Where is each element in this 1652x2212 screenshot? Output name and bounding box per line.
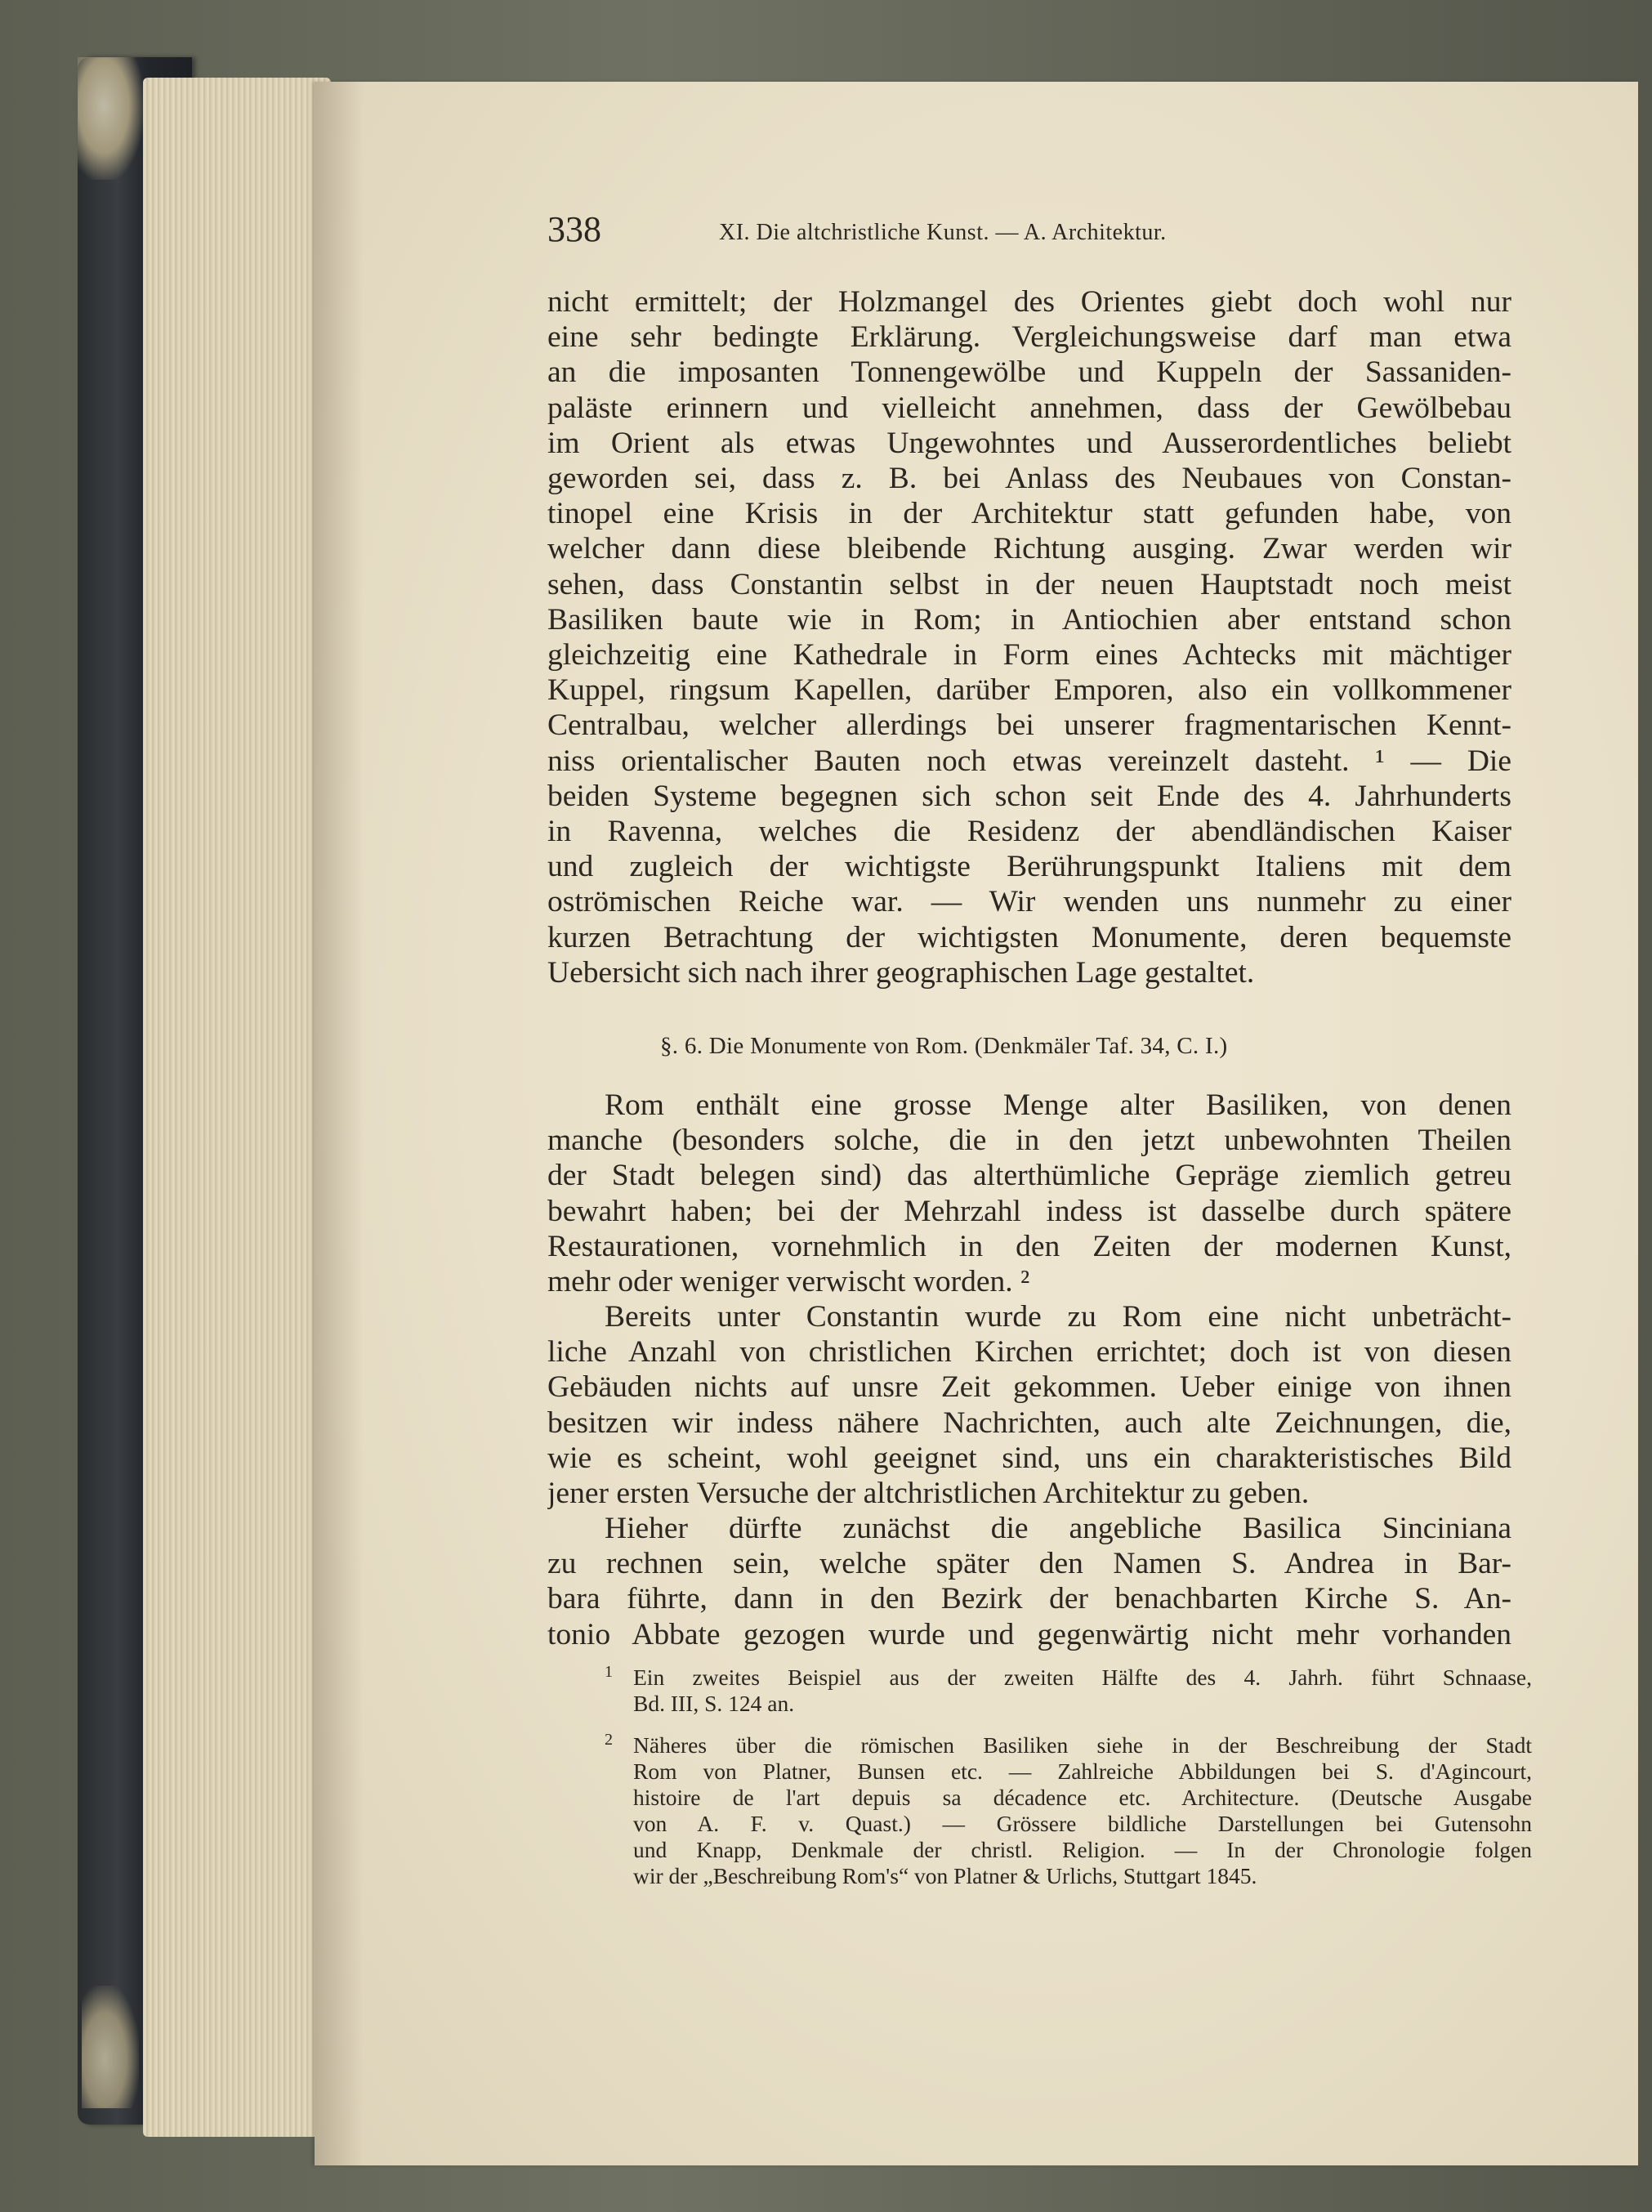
text-line: sehen, dass Constantin selbst in der neuen Hauptstadt noch meist xyxy=(547,567,1511,601)
text-line: an die imposanten Tonnengewölbe und Kuppeln der Sassaniden- xyxy=(547,355,1511,390)
paragraph-4 xyxy=(547,1511,1511,1652)
text-line: der Stadt belegen sind) das alterthümliche Gepräge ziemlich getreu xyxy=(547,1159,1511,1193)
footnote-line: und Knapp, Denkmale der christl. Religion. — In der Chronologie folgen xyxy=(633,1837,1532,1862)
running-head-title: XI. Die altchristliche Kunst. — A. Architektur. xyxy=(719,220,1167,245)
text-line: Basiliken baute wie in Rom; in Antiochien aber entstand schon xyxy=(547,602,1511,637)
text-line: Uebersicht sich nach ihrer geographischen Lage gestaltet. xyxy=(547,955,1255,990)
text-line: welcher dann diese bleibende Richtung ausging. Zwar werden wir xyxy=(547,532,1511,566)
text-line: jener ersten Versuche der altchristlichen Architektur zu geben. xyxy=(547,1477,1310,1511)
page-number: 338 xyxy=(547,209,601,249)
text-line: Hieher dürfte zunächst die angebliche Basilica Sinciniana xyxy=(605,1512,1511,1545)
text-line: beiden Systeme begegnen sich schon seit Ende des 4. Jahrhunderts xyxy=(547,779,1511,813)
text-line: zu rechnen sein, welche später den Namen S. Andrea in Bar- xyxy=(547,1547,1511,1581)
text-line: bewahrt haben; bei der Mehrzahl indess ist dasselbe durch spätere xyxy=(547,1194,1511,1228)
section-heading: §. 6. Die Monumente von Rom. (Denkmäler Taf. 34, C. I.) xyxy=(660,1033,1228,1059)
text-line: Restaurationen, vornehmlich in den Zeiten der modernen Kunst, xyxy=(547,1229,1511,1263)
footnote-line: Ein zweites Beispiel aus der zweiten Hälfte des 4. Jahrh. führt Schnaase, xyxy=(633,1665,1532,1690)
paragraph-1 xyxy=(547,284,1511,990)
text-line: Kuppel, ringsum Kapellen, darüber Emporen, also ein vollkommener xyxy=(547,673,1511,708)
text-line: tinopel eine Krisis in der Architektur statt gefunden habe, von xyxy=(547,497,1511,531)
text-line: eine sehr bedingte Erklärung. Vergleichungsweise darf man etwa xyxy=(547,320,1511,355)
footnote-2-marker: 2 xyxy=(605,1731,613,1749)
worn-cover-corner-bottom xyxy=(82,1986,139,2108)
paragraph-2 xyxy=(547,1088,1511,1299)
text-line: kurzen Betrachtung der wichtigsten Monumente, deren bequemste xyxy=(547,920,1511,954)
text-line: im Orient als etwas Ungewohntes und Ausserordentliches beliebt xyxy=(547,426,1511,460)
text-line: Bereits unter Constantin wurde zu Rom eine nicht unbeträcht- xyxy=(605,1300,1511,1334)
footnote-2 xyxy=(633,1732,1532,1889)
stacked-page-edges xyxy=(143,78,331,2137)
worn-cover-corner-top xyxy=(78,57,143,180)
footnote-line: wir der „Beschreibung Rom's“ von Platner & Urlichs, Stuttgart 1845. xyxy=(633,1863,1257,1888)
gutter-shadow xyxy=(315,82,364,2165)
footnote-line: histoire de l'art depuis sa décadence etc. Architecture. (Deutsche Ausgabe xyxy=(633,1785,1532,1810)
footnote-line: Rom von Platner, Bunsen etc. — Zahlreiche Abbildungen bei S. d'Agincourt, xyxy=(633,1758,1532,1784)
text-line: oströmischen Reiche war. — Wir wenden uns nunmehr zu einer xyxy=(547,885,1511,919)
text-line: paläste erinnern und vielleicht annehmen, dass der Gewölbebau xyxy=(547,391,1511,425)
text-line: mehr oder weniger verwischt worden. ² xyxy=(547,1265,1030,1299)
text-line: gleichzeitig eine Kathedrale in Form eines Achtecks mit mächtiger xyxy=(547,638,1511,673)
running-head xyxy=(547,208,1507,257)
text-line: nicht ermittelt; der Holzmangel des Orientes giebt doch wohl nur xyxy=(547,285,1511,319)
text-line: manche (besonders solche, die in den jetzt unbewohnten Theilen xyxy=(547,1124,1511,1158)
footnote-line: Bd. III, S. 124 an. xyxy=(633,1691,795,1716)
text-line: in Ravenna, welches die Residenz der abendländischen Kaiser xyxy=(547,815,1511,849)
text-line: wie es scheint, wohl geeignet sind, uns ein charakteristisches Bild xyxy=(547,1441,1511,1475)
footnote-1 xyxy=(633,1665,1532,1717)
text-line: niss orientalischer Bauten noch etwas vereinzelt dasteht. ¹ — Die xyxy=(547,744,1511,778)
text-line: bara führte, dann in den Bezirk der benachbarten Kirche S. An- xyxy=(547,1582,1511,1616)
text-line: Gebäuden nichts auf unsre Zeit gekommen. Ueber einige von ihnen xyxy=(547,1370,1511,1405)
text-line: und zugleich der wichtigste Berührungspunkt Italiens mit dem xyxy=(547,850,1511,884)
footnote-line: Näheres über die römischen Basiliken siehe in der Beschreibung der Stadt xyxy=(633,1732,1532,1758)
paragraph-3 xyxy=(547,1299,1511,1511)
text-line: Centralbau, welcher allerdings bei unserer fragmentarischen Kennt- xyxy=(547,708,1511,743)
text-line: geworden sei, dass z. B. bei Anlass des Neubaues von Constan- xyxy=(547,462,1511,496)
footnote-1-marker: 1 xyxy=(605,1663,613,1681)
text-line: liche Anzahl von christlichen Kirchen errichtet; doch ist von diesen xyxy=(547,1335,1511,1370)
text-line: Rom enthält eine grosse Menge alter Basiliken, von denen xyxy=(605,1088,1511,1122)
text-line: tonio Abbate gezogen wurde und gegenwärtig nicht mehr vorhanden xyxy=(547,1617,1511,1651)
text-line: besitzen wir indess nähere Nachrichten, auch alte Zeichnungen, die, xyxy=(547,1405,1511,1440)
footnote-line: von A. F. v. Quast.) — Grössere bildliche Darstellungen bei Gutensohn xyxy=(633,1811,1532,1836)
